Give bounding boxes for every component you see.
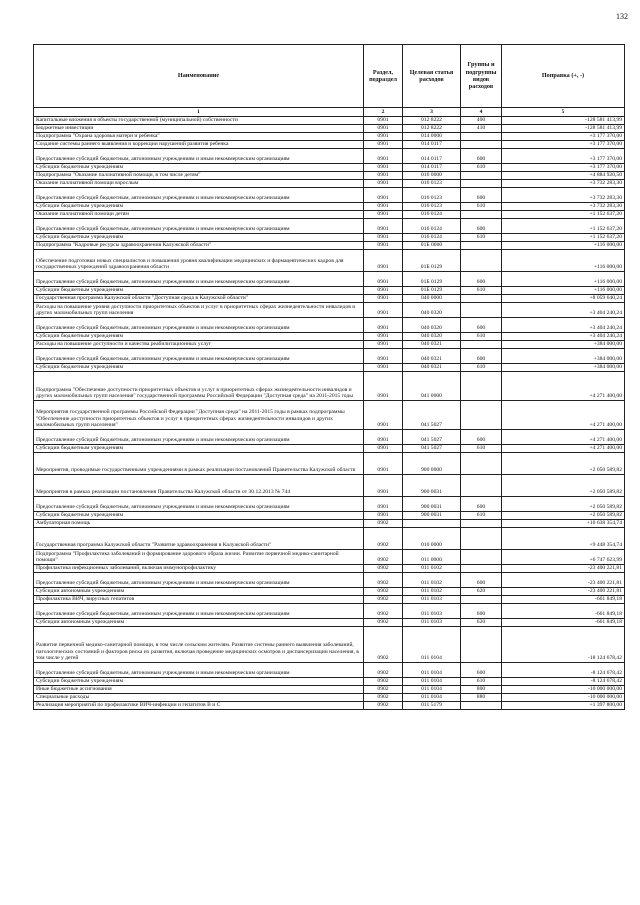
row-target-article: 041 5027 bbox=[403, 430, 461, 445]
row-section: 0901 bbox=[364, 497, 403, 512]
row-name: Мероприятия государственной программы Российской Федерации "Доступная среда" на 2011-2015 годы в рамках подпрограммы "Обеспечение доступности приоритетных объектов и услуг в приоритетных сферах жизнедеятельности инвалидов и других маломобильных групп населения" bbox=[34, 401, 364, 430]
row-name: Предоставление субсидий бюджетным, автономным учреждениям и иным некоммерческим организациям bbox=[34, 149, 364, 164]
row-amendment-amount: -128 581 413,99 bbox=[502, 117, 625, 125]
row-expense-group: 600 bbox=[461, 604, 502, 619]
row-section: 0902 bbox=[364, 588, 403, 596]
row-target-article: 016 0123 bbox=[403, 180, 461, 188]
row-target-article: 040 0321 bbox=[403, 341, 461, 349]
row-amendment-amount: +3 732 283,30 bbox=[502, 188, 625, 203]
row-name: Расходы на повышение доступности и качества реабилитационных услуг bbox=[34, 341, 364, 349]
table-row bbox=[34, 303, 625, 318]
row-target-article: 014 0117 bbox=[403, 149, 461, 164]
row-amendment-amount: +4 271 400,00 bbox=[502, 445, 625, 453]
row-name: Субсидии бюджетным учреждениям bbox=[34, 512, 364, 520]
row-name: Обеспечение подготовки новых специалистов и повышения уровня квалификации медицинских и фармацевтических кадров для государственных учреждений здравоохранения области bbox=[34, 250, 364, 272]
row-name: Предоставление субсидий бюджетным, автономным учреждениям и иным некоммерческим организациям bbox=[34, 604, 364, 619]
row-expense-group: 610 bbox=[461, 287, 502, 295]
table-row bbox=[34, 678, 625, 686]
row-target-article: 011 0104 bbox=[403, 686, 461, 694]
column-number: 4 bbox=[461, 108, 502, 117]
row-section: 0901 bbox=[364, 341, 403, 349]
row-section: 0901 bbox=[364, 475, 403, 497]
row-expense-group bbox=[461, 141, 502, 149]
row-name: Субсидии бюджетным учреждениям bbox=[34, 445, 364, 453]
row-target-article: 041 0000 bbox=[403, 372, 461, 401]
row-section: 0901 bbox=[364, 430, 403, 445]
row-amendment-amount: -661 849,18 bbox=[502, 596, 625, 604]
row-name: Оказание паллиативной помощи детям bbox=[34, 211, 364, 219]
row-amendment-amount: -18 124 678,42 bbox=[502, 627, 625, 663]
row-target-article: 016 0123 bbox=[403, 203, 461, 211]
row-section: 0901 bbox=[364, 211, 403, 219]
row-expense-group bbox=[461, 596, 502, 604]
row-name: Предоставление субсидий бюджетным, автономным учреждениям и иным некоммерческим организациям bbox=[34, 349, 364, 364]
row-amendment-amount: -10 000 000,00 bbox=[502, 686, 625, 694]
table-row bbox=[34, 445, 625, 453]
table-row bbox=[34, 141, 625, 149]
row-section: 0901 bbox=[364, 364, 403, 372]
column-number: 5 bbox=[502, 108, 625, 117]
row-section: 0901 bbox=[364, 149, 403, 164]
table-row bbox=[34, 287, 625, 295]
row-target-article bbox=[403, 520, 461, 528]
row-name: Создание системы раннего выявления и коррекции нарушений развития ребенка bbox=[34, 141, 364, 149]
table-row bbox=[34, 180, 625, 188]
row-name: Субсидии бюджетным учреждениям bbox=[34, 364, 364, 372]
row-section: 0902 bbox=[364, 596, 403, 604]
row-name: Подпрограмма "Оказание паллиативной помощи, в том числе детям" bbox=[34, 172, 364, 180]
row-name: Субсидии автономным учреждениям bbox=[34, 619, 364, 627]
row-section: 0902 bbox=[364, 702, 403, 710]
row-amendment-amount: +4 884 920,50 bbox=[502, 172, 625, 180]
table-row bbox=[34, 528, 625, 550]
table-row bbox=[34, 211, 625, 219]
row-target-article: 011 0103 bbox=[403, 619, 461, 627]
row-section: 0902 bbox=[364, 565, 403, 573]
row-section: 0902 bbox=[364, 694, 403, 702]
row-expense-group: 600 bbox=[461, 497, 502, 512]
row-section: 0901 bbox=[364, 234, 403, 242]
row-section: 0901 bbox=[364, 445, 403, 453]
row-amendment-amount: +3 177 370,00 bbox=[502, 133, 625, 141]
row-amendment-amount: +3 177 370,00 bbox=[502, 149, 625, 164]
row-expense-group: 610 bbox=[461, 678, 502, 686]
row-name: Подпрограмма "Кадровые ресурсы здравоохранения Калужской области" bbox=[34, 242, 364, 250]
row-expense-group: 610 bbox=[461, 234, 502, 242]
row-amendment-amount: +2 050 589,82 bbox=[502, 497, 625, 512]
row-amendment-amount: +10 638 354,74 bbox=[502, 520, 625, 528]
row-amendment-amount: +384 000,00 bbox=[502, 349, 625, 364]
row-name: Профилактика инфекционных заболеваний, включая иммунопрофилактику bbox=[34, 565, 364, 573]
row-expense-group bbox=[461, 180, 502, 188]
row-expense-group bbox=[461, 702, 502, 710]
row-name: Иные бюджетные ассигнования bbox=[34, 686, 364, 694]
row-target-article: 040 0321 bbox=[403, 364, 461, 372]
row-section: 0901 bbox=[364, 303, 403, 318]
row-expense-group bbox=[461, 303, 502, 318]
header-name: Наименование bbox=[34, 45, 364, 108]
table-row bbox=[34, 520, 625, 528]
row-target-article: 041 5027 bbox=[403, 445, 461, 453]
row-name: Предоставление субсидий бюджетным, автономным учреждениям и иным некоммерческим организациям bbox=[34, 272, 364, 287]
table-row bbox=[34, 219, 625, 234]
row-expense-group: 610 bbox=[461, 364, 502, 372]
row-name: Субсидии бюджетным учреждениям bbox=[34, 164, 364, 172]
table-row bbox=[34, 133, 625, 141]
row-name: Реализация мероприятий по профилактике ВИЧ-инфекции и гепатитов В и С bbox=[34, 702, 364, 710]
table-row bbox=[34, 234, 625, 242]
table-row bbox=[34, 453, 625, 475]
row-target-article: 041 5027 bbox=[403, 401, 461, 430]
row-amendment-amount: -661 849,18 bbox=[502, 619, 625, 627]
header-section: Раздел, подраздел bbox=[364, 45, 403, 108]
row-expense-group: 600 bbox=[461, 430, 502, 445]
row-section: 0901 bbox=[364, 172, 403, 180]
row-name: Субсидии бюджетным учреждениям bbox=[34, 333, 364, 341]
row-target-article: 016 0123 bbox=[403, 188, 461, 203]
row-amendment-amount: +3 404 240,24 bbox=[502, 303, 625, 318]
row-expense-group bbox=[461, 550, 502, 565]
row-expense-group: 610 bbox=[461, 203, 502, 211]
header-group: Группы и подгруппы видов расходов bbox=[461, 45, 502, 108]
row-section: 0902 bbox=[364, 520, 403, 528]
row-target-article: 016 0124 bbox=[403, 234, 461, 242]
row-name: Государственная программа Калужской области "Доступная среда в Калужской области" bbox=[34, 295, 364, 303]
row-amendment-amount: +384 000,00 bbox=[502, 364, 625, 372]
table-row bbox=[34, 117, 625, 125]
row-section: 0901 bbox=[364, 242, 403, 250]
row-name: Субсидии бюджетным учреждениям bbox=[34, 678, 364, 686]
row-expense-group: 600 bbox=[461, 219, 502, 234]
row-amendment-amount: +3 404 240,24 bbox=[502, 333, 625, 341]
row-section: 0901 bbox=[364, 272, 403, 287]
table-row bbox=[34, 512, 625, 520]
table-row bbox=[34, 188, 625, 203]
row-expense-group: 600 bbox=[461, 663, 502, 678]
row-expense-group: 610 bbox=[461, 333, 502, 341]
table-row bbox=[34, 663, 625, 678]
row-amendment-amount: +116 000,00 bbox=[502, 272, 625, 287]
row-amendment-amount: +3 177 370,00 bbox=[502, 141, 625, 149]
table-row bbox=[34, 372, 625, 401]
row-section: 0902 bbox=[364, 663, 403, 678]
row-expense-group bbox=[461, 341, 502, 349]
table-row bbox=[34, 364, 625, 372]
header-target: Целевая статья расходов bbox=[403, 45, 461, 108]
row-amendment-amount: -8 124 678,42 bbox=[502, 678, 625, 686]
table-header-row bbox=[34, 45, 625, 108]
row-section: 0901 bbox=[364, 141, 403, 149]
table-row bbox=[34, 341, 625, 349]
row-section: 0902 bbox=[364, 550, 403, 565]
table-row bbox=[34, 242, 625, 250]
row-target-article: 040 0000 bbox=[403, 295, 461, 303]
row-expense-group bbox=[461, 475, 502, 497]
column-number: 3 bbox=[403, 108, 461, 117]
row-section: 0902 bbox=[364, 528, 403, 550]
row-amendment-amount: -661 849,18 bbox=[502, 604, 625, 619]
row-expense-group: 600 bbox=[461, 188, 502, 203]
row-expense-group bbox=[461, 211, 502, 219]
row-target-article: 01Б 0129 bbox=[403, 272, 461, 287]
row-target-article: 011 5179 bbox=[403, 702, 461, 710]
row-target-article: 011 0104 bbox=[403, 627, 461, 663]
row-target-article: 01Б 0000 bbox=[403, 242, 461, 250]
row-target-article: 014 0000 bbox=[403, 133, 461, 141]
row-target-article: 011 0104 bbox=[403, 694, 461, 702]
header-amendment: Поправка (+, -) bbox=[502, 45, 625, 108]
row-name: Мероприятия в рамках реализации постановления Правительства Калужской области от 30.12.2013 № 744 bbox=[34, 475, 364, 497]
row-section: 0901 bbox=[364, 125, 403, 133]
row-section: 0901 bbox=[364, 349, 403, 364]
row-target-article: 01Б 0129 bbox=[403, 250, 461, 272]
table-body bbox=[34, 117, 625, 710]
row-target-article: 011 0103 bbox=[403, 604, 461, 619]
row-name: Предоставление субсидий бюджетным, автономным учреждениям и иным некоммерческим организациям bbox=[34, 573, 364, 588]
row-target-article: 016 0124 bbox=[403, 211, 461, 219]
row-amendment-amount: -10 000 000,00 bbox=[502, 694, 625, 702]
row-name: Расходы на повышение уровня доступности приоритетных объектов и услуг в приоритетных сферах жизнедеятельности инвалидов и других маломобильных групп населения bbox=[34, 303, 364, 318]
table-row bbox=[34, 401, 625, 430]
table-row bbox=[34, 627, 625, 663]
row-expense-group: 880 bbox=[461, 694, 502, 702]
row-expense-group bbox=[461, 453, 502, 475]
row-name: Подпрограмма "Охрана здоровья матери и ребенка" bbox=[34, 133, 364, 141]
table-row bbox=[34, 475, 625, 497]
row-expense-group bbox=[461, 295, 502, 303]
row-expense-group bbox=[461, 372, 502, 401]
row-target-article: 011 0102 bbox=[403, 588, 461, 596]
table-row bbox=[34, 250, 625, 272]
row-name: Бюджетные инвестиции bbox=[34, 125, 364, 133]
row-section: 0901 bbox=[364, 512, 403, 520]
row-expense-group bbox=[461, 520, 502, 528]
row-name: Предоставление субсидий бюджетным, автономным учреждениям и иным некоммерческим организациям bbox=[34, 318, 364, 333]
table-row bbox=[34, 172, 625, 180]
row-section: 0901 bbox=[364, 164, 403, 172]
row-expense-group: 620 bbox=[461, 619, 502, 627]
row-name: Профилактика ВИЧ, вирусных гепатитов bbox=[34, 596, 364, 604]
row-target-article: 016 0124 bbox=[403, 219, 461, 234]
row-expense-group bbox=[461, 242, 502, 250]
table-row bbox=[34, 550, 625, 565]
row-target-article: 014 0117 bbox=[403, 141, 461, 149]
row-expense-group bbox=[461, 627, 502, 663]
column-number: 2 bbox=[364, 108, 403, 117]
row-amendment-amount: +3 732 283,30 bbox=[502, 203, 625, 211]
row-section: 0902 bbox=[364, 619, 403, 627]
table-row bbox=[34, 318, 625, 333]
row-name: Амбулаторная помощь bbox=[34, 520, 364, 528]
row-expense-group: 600 bbox=[461, 573, 502, 588]
table-row bbox=[34, 272, 625, 287]
table-row bbox=[34, 125, 625, 133]
row-name: Развитие первичной медико-санитарной помощи, в том числе сельским жителям. Развитие системы раннего выявления заболеваний, патологических состояний и факторов риска их развития, включая проведение медицинских осмотров и диспансеризации населения, в том числе у детей bbox=[34, 627, 364, 663]
row-name: Предоставление субсидий бюджетным, автономным учреждениям и иным некоммерческим организациям bbox=[34, 430, 364, 445]
row-section: 0901 bbox=[364, 453, 403, 475]
table-row bbox=[34, 430, 625, 445]
row-target-article: 040 0320 bbox=[403, 303, 461, 318]
row-expense-group bbox=[461, 565, 502, 573]
row-target-article: 012 8222 bbox=[403, 125, 461, 133]
row-amendment-amount: +116 000,00 bbox=[502, 250, 625, 272]
row-name: Субсидии бюджетным учреждениям bbox=[34, 234, 364, 242]
row-target-article: 016 0000 bbox=[403, 172, 461, 180]
row-amendment-amount: -23 400 221,81 bbox=[502, 565, 625, 573]
row-expense-group: 600 bbox=[461, 149, 502, 164]
row-section: 0901 bbox=[364, 295, 403, 303]
column-number-row bbox=[34, 108, 625, 117]
row-amendment-amount: +3 404 240,24 bbox=[502, 318, 625, 333]
row-target-article: 011 0104 bbox=[403, 663, 461, 678]
row-expense-group bbox=[461, 528, 502, 550]
table-row bbox=[34, 694, 625, 702]
row-amendment-amount: +116 000,00 bbox=[502, 242, 625, 250]
table-row bbox=[34, 619, 625, 627]
row-section: 0901 bbox=[364, 333, 403, 341]
row-section: 0901 bbox=[364, 401, 403, 430]
row-expense-group bbox=[461, 172, 502, 180]
row-name: Мероприятия, проводимые государственными учреждениями в рамках реализации постановлений Правительства Калужской области bbox=[34, 453, 364, 475]
row-target-article: 011 0102 bbox=[403, 573, 461, 588]
row-section: 0901 bbox=[364, 133, 403, 141]
row-section: 0902 bbox=[364, 678, 403, 686]
row-target-article: 011 0102 bbox=[403, 565, 461, 573]
table-row bbox=[34, 149, 625, 164]
budget-amendments-table bbox=[33, 44, 625, 710]
row-name: Предоставление субсидий бюджетным, автономным учреждениям и иным некоммерческим организациям bbox=[34, 219, 364, 234]
row-section: 0902 bbox=[364, 604, 403, 619]
row-amendment-amount: +6 747 623,99 bbox=[502, 550, 625, 565]
row-amendment-amount: +4 271 400,00 bbox=[502, 401, 625, 430]
row-section: 0901 bbox=[364, 180, 403, 188]
row-amendment-amount: +3 177 370,00 bbox=[502, 164, 625, 172]
table-row bbox=[34, 686, 625, 694]
row-expense-group bbox=[461, 401, 502, 430]
row-name: Предоставление субсидий бюджетным, автономным учреждениям и иным некоммерческим организациям bbox=[34, 663, 364, 678]
table-row bbox=[34, 203, 625, 211]
row-expense-group: 400 bbox=[461, 117, 502, 125]
row-expense-group bbox=[461, 250, 502, 272]
row-target-article: 900 0031 bbox=[403, 512, 461, 520]
row-amendment-amount: +9 448 354,74 bbox=[502, 528, 625, 550]
row-name: Специальные расходы bbox=[34, 694, 364, 702]
row-amendment-amount: +384 000,00 bbox=[502, 341, 625, 349]
row-expense-group: 600 bbox=[461, 272, 502, 287]
row-target-article: 900 0031 bbox=[403, 497, 461, 512]
row-name: Подпрограмма "Профилактика заболеваний и формирование здорового образа жизни. Развитие первичной медико-санитарной помощи" bbox=[34, 550, 364, 565]
row-section: 0902 bbox=[364, 573, 403, 588]
row-name: Предоставление субсидий бюджетным, автономным учреждениям и иным некоммерческим организациям bbox=[34, 188, 364, 203]
table-row bbox=[34, 588, 625, 596]
row-section: 0901 bbox=[364, 372, 403, 401]
row-section: 0901 bbox=[364, 117, 403, 125]
row-name: Государственная программа Калужской области "Развитие здравоохранения в Калужской области" bbox=[34, 528, 364, 550]
row-section: 0902 bbox=[364, 627, 403, 663]
table-row bbox=[34, 497, 625, 512]
row-name: Капитальные вложения в объекты государственной (муниципальной) собственности bbox=[34, 117, 364, 125]
row-amendment-amount: +1 397 800,00 bbox=[502, 702, 625, 710]
table-row bbox=[34, 349, 625, 364]
row-name: Субсидии автономным учреждениям bbox=[34, 588, 364, 596]
row-target-article: 011 0103 bbox=[403, 596, 461, 604]
row-target-article: 012 8222 bbox=[403, 117, 461, 125]
table-row bbox=[34, 333, 625, 341]
column-number: 1 bbox=[34, 108, 364, 117]
row-target-article: 040 0320 bbox=[403, 333, 461, 341]
table-row bbox=[34, 573, 625, 588]
row-amendment-amount: +1 152 637,20 bbox=[502, 211, 625, 219]
row-section: 0901 bbox=[364, 318, 403, 333]
row-name: Субсидии бюджетным учреждениям bbox=[34, 287, 364, 295]
row-amendment-amount: -8 124 678,42 bbox=[502, 663, 625, 678]
row-amendment-amount: +4 271 400,00 bbox=[502, 430, 625, 445]
row-amendment-amount: +8 059 640,24 bbox=[502, 295, 625, 303]
row-amendment-amount: +2 050 589,82 bbox=[502, 453, 625, 475]
row-amendment-amount: +1 152 637,20 bbox=[502, 234, 625, 242]
row-amendment-amount: +1 152 637,20 bbox=[502, 219, 625, 234]
row-target-article: 040 0320 bbox=[403, 318, 461, 333]
row-amendment-amount: +116 000,00 bbox=[502, 287, 625, 295]
table-row bbox=[34, 295, 625, 303]
row-amendment-amount: -23 400 221,81 bbox=[502, 588, 625, 596]
table-row bbox=[34, 164, 625, 172]
row-section: 0901 bbox=[364, 250, 403, 272]
row-target-article: 011 0000 bbox=[403, 550, 461, 565]
row-name: Оказание паллиативной помощи взрослым bbox=[34, 180, 364, 188]
row-expense-group: 800 bbox=[461, 686, 502, 694]
row-section: 0901 bbox=[364, 219, 403, 234]
row-amendment-amount: +3 732 283,30 bbox=[502, 180, 625, 188]
row-amendment-amount: -23 400 221,81 bbox=[502, 573, 625, 588]
row-amendment-amount: +2 050 589,82 bbox=[502, 512, 625, 520]
row-expense-group: 610 bbox=[461, 512, 502, 520]
row-section: 0902 bbox=[364, 686, 403, 694]
table-row bbox=[34, 565, 625, 573]
row-expense-group bbox=[461, 133, 502, 141]
row-target-article: 900 0031 bbox=[403, 475, 461, 497]
row-target-article: 010 0000 bbox=[403, 528, 461, 550]
row-expense-group: 600 bbox=[461, 349, 502, 364]
row-amendment-amount: -128 581 413,99 bbox=[502, 125, 625, 133]
row-target-article: 014 0117 bbox=[403, 164, 461, 172]
row-name: Подпрограмма "Обеспечение доступности приоритетных объектов и услуг в приоритетных сферах жизнедеятельности инвалидов и других маломобильных групп населения" государственной программы Российской Федерации "Доступная среда" на 2011-2015 годы bbox=[34, 372, 364, 401]
row-name: Предоставление субсидий бюджетным, автономным учреждениям и иным некоммерческим организациям bbox=[34, 497, 364, 512]
row-name: Субсидии бюджетным учреждениям bbox=[34, 203, 364, 211]
row-section: 0901 bbox=[364, 203, 403, 211]
row-section: 0901 bbox=[364, 188, 403, 203]
row-expense-group: 610 bbox=[461, 445, 502, 453]
row-expense-group: 610 bbox=[461, 164, 502, 172]
page-number: 132 bbox=[616, 12, 628, 21]
row-expense-group: 600 bbox=[461, 318, 502, 333]
table-row bbox=[34, 604, 625, 619]
row-target-article: 040 0321 bbox=[403, 349, 461, 364]
row-expense-group: 410 bbox=[461, 125, 502, 133]
row-section: 0901 bbox=[364, 287, 403, 295]
row-target-article: 011 0104 bbox=[403, 678, 461, 686]
row-target-article: 01Б 0129 bbox=[403, 287, 461, 295]
row-expense-group: 620 bbox=[461, 588, 502, 596]
row-amendment-amount: +4 271 400,00 bbox=[502, 372, 625, 401]
row-amendment-amount: +2 050 589,82 bbox=[502, 475, 625, 497]
row-target-article: 900 0000 bbox=[403, 453, 461, 475]
table-row bbox=[34, 596, 625, 604]
table-row bbox=[34, 702, 625, 710]
